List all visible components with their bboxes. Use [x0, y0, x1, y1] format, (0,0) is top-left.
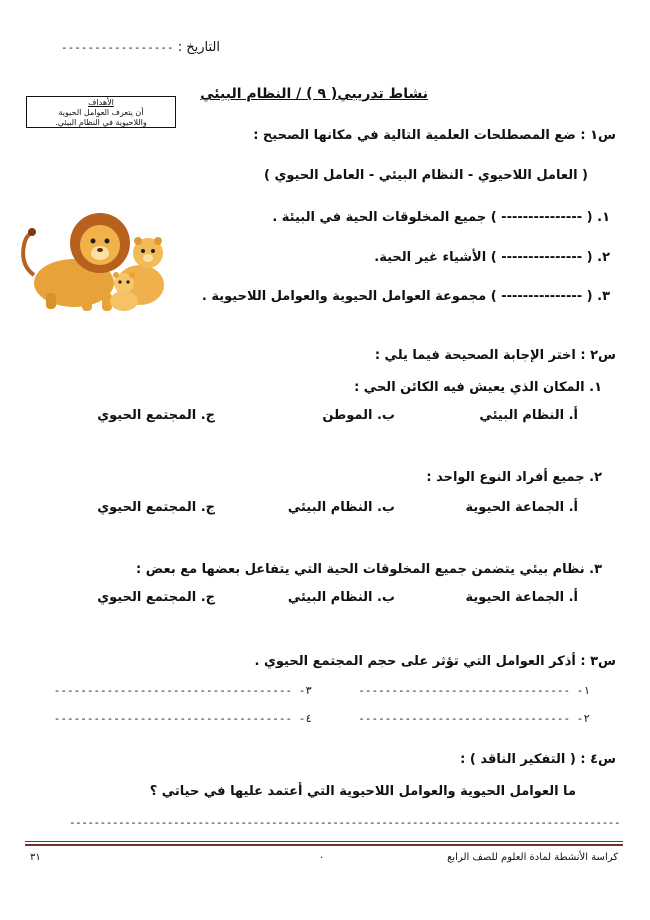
q2-stem-1: ١. المكان الذي يعيش فيه الكائن الحي :: [354, 380, 602, 395]
q2-stem-2: ٢. جميع أفراد النوع الواحد :: [426, 470, 602, 485]
objective-line-1: أن يتعرف العوامل الحيوية: [58, 108, 144, 117]
q4-heading: س٤ : ( التفكير الناقد ) :: [460, 752, 616, 767]
date-line: [60, 40, 220, 55]
q1-item-3: ٣. ( --------------- ) مجموعة العوامل الحيوية والعوامل اللاحيوية .: [201, 289, 610, 304]
q2-3-option-a: أ. الجماعة الحيوية: [465, 590, 578, 605]
lion-family-illustration: [12, 205, 172, 315]
q2-2-option-c: ج. المجتمع الحيوي: [97, 500, 215, 515]
objective-title: الأهداف: [88, 98, 114, 107]
footer-book-title: كراسة الأنشطة لمادة العلوم للصف الرابع: [447, 852, 618, 863]
footer-rule-bottom: [25, 844, 623, 846]
q3-answer-line-1: ١- --------------------------------: [358, 684, 590, 697]
q1-item-1: ١. ( --------------- ) جميع المخلوقات الحية في البيئة .: [272, 210, 610, 225]
objective-line-2: واللاحيوية في النظام البيئي.: [55, 118, 147, 127]
q3-answer-line-2: ٢- --------------------------------: [358, 712, 590, 725]
q2-1-option-b: ب. الموطن: [322, 408, 395, 423]
q3-heading: س٣ : أذكر العوامل التي تؤثر على حجم المجتمع الحيوي .: [254, 654, 616, 669]
q2-3-option-c: ج. المجتمع الحيوي: [97, 590, 215, 605]
q1-item-2: ٢. ( --------------- ) الأشياء غير الحية.: [374, 250, 610, 265]
q4-answer-line: ------------------------------------------------------------------------------------------: [68, 816, 620, 829]
objective-box: [26, 96, 176, 128]
q1-terms: ( العامل اللاحيوي - النظام البيئي - العامل الحيوي ): [264, 168, 588, 183]
q2-3-option-b: ب. النظام البيئي: [287, 590, 395, 605]
q3-answer-line-4: ٤- ------------------------------------: [53, 712, 312, 725]
q2-1-option-c: ج. المجتمع الحيوي: [97, 408, 215, 423]
page-number: ٣١: [30, 852, 41, 863]
q2-heading: س٢ : اختر الإجابة الصحيحة فيما يلي :: [374, 348, 616, 363]
date-label: التاريخ :: [177, 40, 220, 55]
date-blank: -----------------: [61, 41, 174, 54]
footer-dot: .: [320, 850, 324, 861]
footer-rule-top: [25, 841, 623, 842]
q2-stem-3: ٣. نظام بيئي يتضمن جميع المخلوقات الحية التي يتفاعل بعضها مع بعض :: [136, 562, 602, 577]
q4-question: ما العوامل الحيوية والعوامل اللاحيوية التي أعتمد عليها في حياتي ؟: [149, 784, 576, 799]
q2-1-option-a: أ. النظام البيئي: [479, 408, 578, 423]
q2-2-option-b: ب. النظام البيئي: [287, 500, 395, 515]
q2-2-option-a: أ. الجماعة الحيوية: [465, 500, 578, 515]
page-title: نشاط تدريبي( ٩ ) / النظام البيئي: [200, 86, 428, 102]
q3-answer-line-3: ٣- ------------------------------------: [53, 684, 312, 697]
q1-heading: س١ : ضع المصطلحات العلمية التالية في مكانها الصحيح :: [253, 128, 616, 143]
